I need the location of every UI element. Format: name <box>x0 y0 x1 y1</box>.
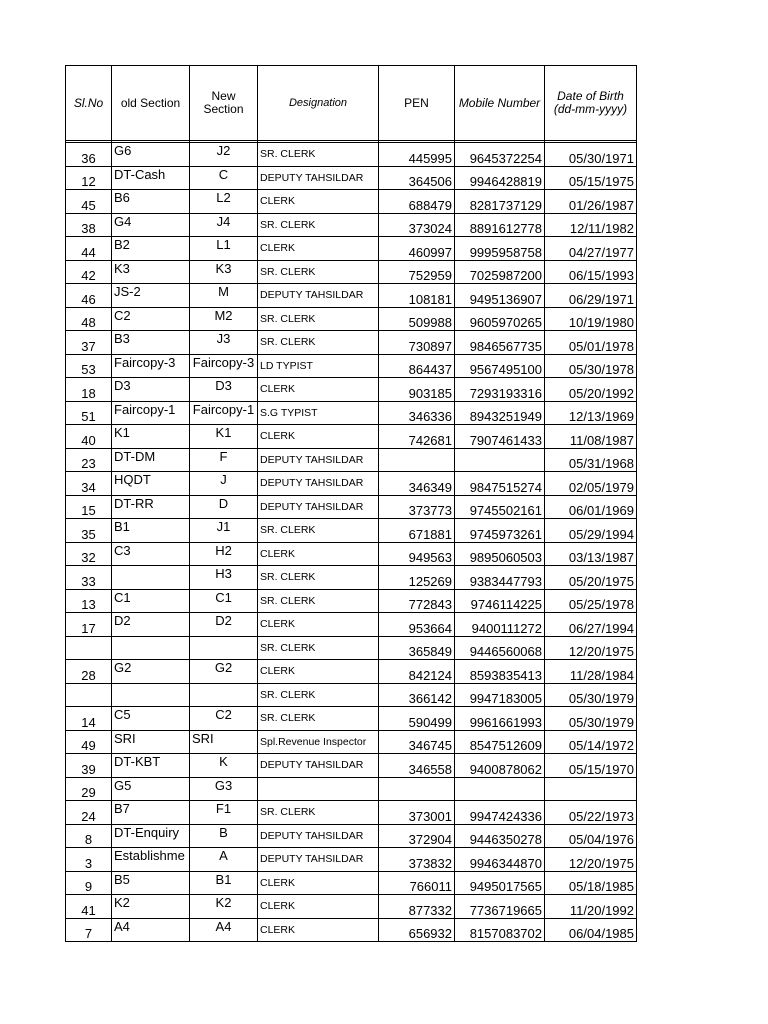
cell-old-section: HQDT <box>112 472 190 496</box>
cell-mobile: 9746114225 <box>455 589 545 613</box>
table-row <box>66 448 637 472</box>
cell-old-section: JS-2 <box>112 284 190 308</box>
cell-sl-no: 13 <box>66 589 112 613</box>
cell-designation: SR. CLERK <box>258 519 379 543</box>
cell-designation: CLERK <box>258 542 379 566</box>
header-row <box>66 66 637 141</box>
cell-new-section: J2 <box>190 143 258 167</box>
cell-old-section: G4 <box>112 213 190 237</box>
table-row <box>66 683 637 707</box>
table-row <box>66 378 637 402</box>
cell-designation: DEPUTY TAHSILDAR <box>258 448 379 472</box>
cell-old-section: K3 <box>112 260 190 284</box>
cell-old-section: B1 <box>112 519 190 543</box>
table-row <box>66 801 637 825</box>
cell-sl-no: 3 <box>66 848 112 872</box>
cell-designation: LD TYPIST <box>258 354 379 378</box>
cell-new-section: L2 <box>190 190 258 214</box>
table-row <box>66 237 637 261</box>
cell-pen: 949563 <box>379 542 455 566</box>
cell-old-section: B5 <box>112 871 190 895</box>
cell-pen: 766011 <box>379 871 455 895</box>
cell-dob: 05/30/1979 <box>545 707 637 731</box>
cell-sl-no: 51 <box>66 401 112 425</box>
cell-new-section: B <box>190 824 258 848</box>
cell-mobile: 9946344870 <box>455 848 545 872</box>
cell-new-section: F1 <box>190 801 258 825</box>
cell-sl-no: 40 <box>66 425 112 449</box>
table-row <box>66 143 637 167</box>
cell-mobile: 9383447793 <box>455 566 545 590</box>
cell-new-section: Faircopy-1 <box>190 401 258 425</box>
cell-pen: 346336 <box>379 401 455 425</box>
cell-dob: 02/05/1979 <box>545 472 637 496</box>
cell-dob: 05/30/1971 <box>545 143 637 167</box>
cell-old-section: C5 <box>112 707 190 731</box>
cell-pen <box>379 448 455 472</box>
cell-designation: SR. CLERK <box>258 260 379 284</box>
cell-mobile: 9961661993 <box>455 707 545 731</box>
cell-new-section: G2 <box>190 660 258 684</box>
cell-designation: S.G TYPIST <box>258 401 379 425</box>
cell-mobile: 9946428819 <box>455 166 545 190</box>
cell-new-section: J1 <box>190 519 258 543</box>
cell-old-section: B6 <box>112 190 190 214</box>
cell-dob: 03/13/1987 <box>545 542 637 566</box>
cell-old-section: C2 <box>112 307 190 331</box>
cell-new-section: M <box>190 284 258 308</box>
cell-mobile: 7907461433 <box>455 425 545 449</box>
cell-new-section: SRI <box>190 730 258 754</box>
cell-mobile: 9400878062 <box>455 754 545 778</box>
cell-dob: 05/18/1985 <box>545 871 637 895</box>
cell-dob: 05/20/1992 <box>545 378 637 402</box>
cell-dob: 11/20/1992 <box>545 895 637 919</box>
cell-sl-no: 38 <box>66 213 112 237</box>
cell-new-section: H3 <box>190 566 258 590</box>
cell-mobile: 8547512609 <box>455 730 545 754</box>
cell-sl-no: 45 <box>66 190 112 214</box>
cell-mobile: 8157083702 <box>455 918 545 942</box>
cell-pen: 590499 <box>379 707 455 731</box>
cell-sl-no: 8 <box>66 824 112 848</box>
cell-mobile: 9745973261 <box>455 519 545 543</box>
table-row <box>66 331 637 355</box>
cell-pen: 346745 <box>379 730 455 754</box>
cell-designation: CLERK <box>258 425 379 449</box>
cell-new-section: K2 <box>190 895 258 919</box>
table-row <box>66 401 637 425</box>
cell-designation: CLERK <box>258 237 379 261</box>
cell-pen: 752959 <box>379 260 455 284</box>
cell-pen <box>379 777 455 801</box>
table-row <box>66 613 637 637</box>
cell-sl-no: 28 <box>66 660 112 684</box>
table-row <box>66 824 637 848</box>
cell-designation: SR. CLERK <box>258 566 379 590</box>
table-row <box>66 895 637 919</box>
cell-dob: 05/31/1968 <box>545 448 637 472</box>
cell-new-section: G3 <box>190 777 258 801</box>
cell-old-section: D2 <box>112 613 190 637</box>
cell-pen: 903185 <box>379 378 455 402</box>
cell-old-section: DT-DM <box>112 448 190 472</box>
cell-old-section <box>112 566 190 590</box>
cell-pen: 688479 <box>379 190 455 214</box>
cell-pen: 372904 <box>379 824 455 848</box>
cell-pen: 656932 <box>379 918 455 942</box>
header-old-section: old Section <box>112 66 190 141</box>
cell-pen: 108181 <box>379 284 455 308</box>
cell-new-section: J3 <box>190 331 258 355</box>
cell-mobile: 9446560068 <box>455 636 545 660</box>
cell-pen: 346558 <box>379 754 455 778</box>
cell-sl-no: 29 <box>66 777 112 801</box>
header-sl-no: Sl.No <box>66 66 112 141</box>
cell-pen: 445995 <box>379 143 455 167</box>
table-row <box>66 848 637 872</box>
cell-dob: 12/20/1975 <box>545 848 637 872</box>
cell-designation: SR. CLERK <box>258 683 379 707</box>
cell-dob: 10/19/1980 <box>545 307 637 331</box>
header-mobile: Mobile Number <box>455 66 545 141</box>
cell-mobile: 9567495100 <box>455 354 545 378</box>
cell-designation: DEPUTY TAHSILDAR <box>258 472 379 496</box>
cell-designation: DEPUTY TAHSILDAR <box>258 824 379 848</box>
cell-sl-no: 32 <box>66 542 112 566</box>
cell-dob: 11/28/1984 <box>545 660 637 684</box>
table-row <box>66 589 637 613</box>
cell-pen: 953664 <box>379 613 455 637</box>
cell-new-section <box>190 683 258 707</box>
cell-old-section: D3 <box>112 378 190 402</box>
cell-new-section: K1 <box>190 425 258 449</box>
cell-pen: 373773 <box>379 495 455 519</box>
cell-dob: 05/04/1976 <box>545 824 637 848</box>
table-row <box>66 495 637 519</box>
table-row <box>66 425 637 449</box>
table-row <box>66 190 637 214</box>
cell-mobile: 8593835413 <box>455 660 545 684</box>
cell-pen: 365849 <box>379 636 455 660</box>
cell-sl-no: 9 <box>66 871 112 895</box>
table-row <box>66 519 637 543</box>
header-new-section: New Section <box>190 66 258 141</box>
cell-designation: SR. CLERK <box>258 636 379 660</box>
cell-designation: Spl.Revenue Inspector <box>258 730 379 754</box>
cell-pen: 509988 <box>379 307 455 331</box>
cell-dob: 12/13/1969 <box>545 401 637 425</box>
cell-pen: 373001 <box>379 801 455 825</box>
cell-new-section: J4 <box>190 213 258 237</box>
table-row <box>66 213 637 237</box>
cell-sl-no <box>66 683 112 707</box>
cell-sl-no: 7 <box>66 918 112 942</box>
cell-designation: SR. CLERK <box>258 307 379 331</box>
cell-dob: 06/27/1994 <box>545 613 637 637</box>
cell-dob: 01/26/1987 <box>545 190 637 214</box>
cell-designation: CLERK <box>258 190 379 214</box>
cell-designation: SR. CLERK <box>258 589 379 613</box>
table-row <box>66 777 637 801</box>
cell-sl-no: 23 <box>66 448 112 472</box>
cell-old-section: G2 <box>112 660 190 684</box>
cell-dob: 06/29/1971 <box>545 284 637 308</box>
cell-designation: CLERK <box>258 871 379 895</box>
table-row <box>66 260 637 284</box>
cell-old-section: Faircopy-1 <box>112 401 190 425</box>
cell-old-section: B3 <box>112 331 190 355</box>
cell-old-section: A4 <box>112 918 190 942</box>
cell-dob: 04/27/1977 <box>545 237 637 261</box>
table-row <box>66 307 637 331</box>
cell-dob: 12/20/1975 <box>545 636 637 660</box>
cell-dob: 05/22/1973 <box>545 801 637 825</box>
cell-sl-no: 41 <box>66 895 112 919</box>
cell-sl-no: 49 <box>66 730 112 754</box>
cell-new-section: M2 <box>190 307 258 331</box>
cell-sl-no: 48 <box>66 307 112 331</box>
table-row <box>66 166 637 190</box>
cell-mobile: 9745502161 <box>455 495 545 519</box>
cell-pen: 864437 <box>379 354 455 378</box>
cell-dob: 05/01/1978 <box>545 331 637 355</box>
cell-designation: CLERK <box>258 378 379 402</box>
cell-mobile: 9605970265 <box>455 307 545 331</box>
cell-old-section: Faircopy-3 <box>112 354 190 378</box>
cell-dob: 06/04/1985 <box>545 918 637 942</box>
staff-table <box>65 65 637 942</box>
cell-sl-no: 34 <box>66 472 112 496</box>
cell-designation: SR. CLERK <box>258 707 379 731</box>
cell-mobile <box>455 448 545 472</box>
table-row <box>66 542 637 566</box>
cell-dob <box>545 777 637 801</box>
table-row <box>66 472 637 496</box>
table-body <box>66 141 637 942</box>
cell-designation: SR. CLERK <box>258 331 379 355</box>
cell-dob: 05/14/1972 <box>545 730 637 754</box>
cell-sl-no <box>66 636 112 660</box>
cell-dob: 06/01/1969 <box>545 495 637 519</box>
cell-sl-no: 14 <box>66 707 112 731</box>
cell-designation: SR. CLERK <box>258 143 379 167</box>
cell-pen: 842124 <box>379 660 455 684</box>
cell-pen: 373832 <box>379 848 455 872</box>
cell-designation: DEPUTY TAHSILDAR <box>258 848 379 872</box>
cell-sl-no: 39 <box>66 754 112 778</box>
cell-new-section: Faircopy-3 <box>190 354 258 378</box>
cell-dob: 06/15/1993 <box>545 260 637 284</box>
table-row <box>66 566 637 590</box>
cell-old-section: DT-Enquiry <box>112 824 190 848</box>
cell-new-section: D3 <box>190 378 258 402</box>
cell-new-section: C1 <box>190 589 258 613</box>
cell-designation: CLERK <box>258 613 379 637</box>
table-row <box>66 636 637 660</box>
cell-pen: 671881 <box>379 519 455 543</box>
cell-old-section: K1 <box>112 425 190 449</box>
table-row <box>66 730 637 754</box>
cell-pen: 125269 <box>379 566 455 590</box>
cell-dob: 05/15/1970 <box>545 754 637 778</box>
cell-dob: 05/30/1978 <box>545 354 637 378</box>
cell-designation: CLERK <box>258 918 379 942</box>
cell-new-section: L1 <box>190 237 258 261</box>
cell-new-section: A <box>190 848 258 872</box>
cell-mobile: 8891612778 <box>455 213 545 237</box>
cell-mobile: 9895060503 <box>455 542 545 566</box>
cell-mobile: 9995958758 <box>455 237 545 261</box>
cell-designation: DEPUTY TAHSILDAR <box>258 495 379 519</box>
cell-pen: 772843 <box>379 589 455 613</box>
cell-new-section: K3 <box>190 260 258 284</box>
cell-mobile: 9495136907 <box>455 284 545 308</box>
cell-designation: DEPUTY TAHSILDAR <box>258 166 379 190</box>
cell-new-section: B1 <box>190 871 258 895</box>
cell-designation: DEPUTY TAHSILDAR <box>258 754 379 778</box>
cell-dob: 05/15/1975 <box>545 166 637 190</box>
cell-pen: 742681 <box>379 425 455 449</box>
cell-mobile: 9847515274 <box>455 472 545 496</box>
cell-dob: 05/30/1979 <box>545 683 637 707</box>
cell-old-section: G6 <box>112 143 190 167</box>
cell-new-section: F <box>190 448 258 472</box>
cell-pen: 877332 <box>379 895 455 919</box>
cell-new-section: K <box>190 754 258 778</box>
cell-mobile: 8943251949 <box>455 401 545 425</box>
cell-designation: SR. CLERK <box>258 801 379 825</box>
cell-old-section: C3 <box>112 542 190 566</box>
cell-mobile <box>455 777 545 801</box>
cell-old-section: DT-KBT <box>112 754 190 778</box>
cell-sl-no: 15 <box>66 495 112 519</box>
cell-old-section <box>112 683 190 707</box>
cell-dob: 05/29/1994 <box>545 519 637 543</box>
cell-mobile: 9495017565 <box>455 871 545 895</box>
cell-pen: 373024 <box>379 213 455 237</box>
table-row <box>66 871 637 895</box>
cell-old-section: DT-RR <box>112 495 190 519</box>
cell-new-section: H2 <box>190 542 258 566</box>
cell-mobile: 8281737129 <box>455 190 545 214</box>
cell-new-section: C2 <box>190 707 258 731</box>
cell-designation <box>258 777 379 801</box>
table-row <box>66 754 637 778</box>
table-row <box>66 354 637 378</box>
cell-new-section <box>190 636 258 660</box>
cell-dob: 11/08/1987 <box>545 425 637 449</box>
cell-new-section: J <box>190 472 258 496</box>
cell-old-section: G5 <box>112 777 190 801</box>
cell-old-section: Establishme <box>112 848 190 872</box>
cell-sl-no: 53 <box>66 354 112 378</box>
cell-old-section: SRI <box>112 730 190 754</box>
cell-old-section: C1 <box>112 589 190 613</box>
table-row <box>66 660 637 684</box>
cell-sl-no: 12 <box>66 166 112 190</box>
header-pen: PEN <box>379 66 455 141</box>
cell-designation: SR. CLERK <box>258 213 379 237</box>
header-designation: Designation <box>258 66 379 141</box>
table-row <box>66 707 637 731</box>
cell-mobile: 9947424336 <box>455 801 545 825</box>
cell-mobile: 7293193316 <box>455 378 545 402</box>
cell-mobile: 9947183005 <box>455 683 545 707</box>
cell-sl-no: 46 <box>66 284 112 308</box>
cell-sl-no: 37 <box>66 331 112 355</box>
header-dob: Date of Birth (dd-mm-yyyy) <box>545 66 637 141</box>
cell-mobile: 9645372254 <box>455 143 545 167</box>
cell-sl-no: 24 <box>66 801 112 825</box>
cell-designation: DEPUTY TAHSILDAR <box>258 284 379 308</box>
cell-designation: CLERK <box>258 660 379 684</box>
cell-new-section: D <box>190 495 258 519</box>
cell-sl-no: 36 <box>66 143 112 167</box>
cell-pen: 346349 <box>379 472 455 496</box>
cell-sl-no: 35 <box>66 519 112 543</box>
cell-sl-no: 42 <box>66 260 112 284</box>
cell-old-section: K2 <box>112 895 190 919</box>
table-row <box>66 284 637 308</box>
cell-dob: 05/25/1978 <box>545 589 637 613</box>
cell-new-section: D2 <box>190 613 258 637</box>
cell-dob: 12/11/1982 <box>545 213 637 237</box>
cell-mobile: 7025987200 <box>455 260 545 284</box>
cell-old-section: DT-Cash <box>112 166 190 190</box>
cell-mobile: 7736719665 <box>455 895 545 919</box>
cell-mobile: 9400111272 <box>455 613 545 637</box>
table-row <box>66 918 637 942</box>
cell-pen: 364506 <box>379 166 455 190</box>
cell-dob: 05/20/1975 <box>545 566 637 590</box>
cell-sl-no: 18 <box>66 378 112 402</box>
cell-designation: CLERK <box>258 895 379 919</box>
cell-sl-no: 44 <box>66 237 112 261</box>
cell-new-section: A4 <box>190 918 258 942</box>
cell-pen: 730897 <box>379 331 455 355</box>
cell-sl-no: 33 <box>66 566 112 590</box>
cell-mobile: 9446350278 <box>455 824 545 848</box>
cell-pen: 366142 <box>379 683 455 707</box>
cell-old-section: B2 <box>112 237 190 261</box>
cell-new-section: C <box>190 166 258 190</box>
cell-old-section <box>112 636 190 660</box>
cell-pen: 460997 <box>379 237 455 261</box>
cell-old-section: B7 <box>112 801 190 825</box>
cell-mobile: 9846567735 <box>455 331 545 355</box>
cell-sl-no: 17 <box>66 613 112 637</box>
